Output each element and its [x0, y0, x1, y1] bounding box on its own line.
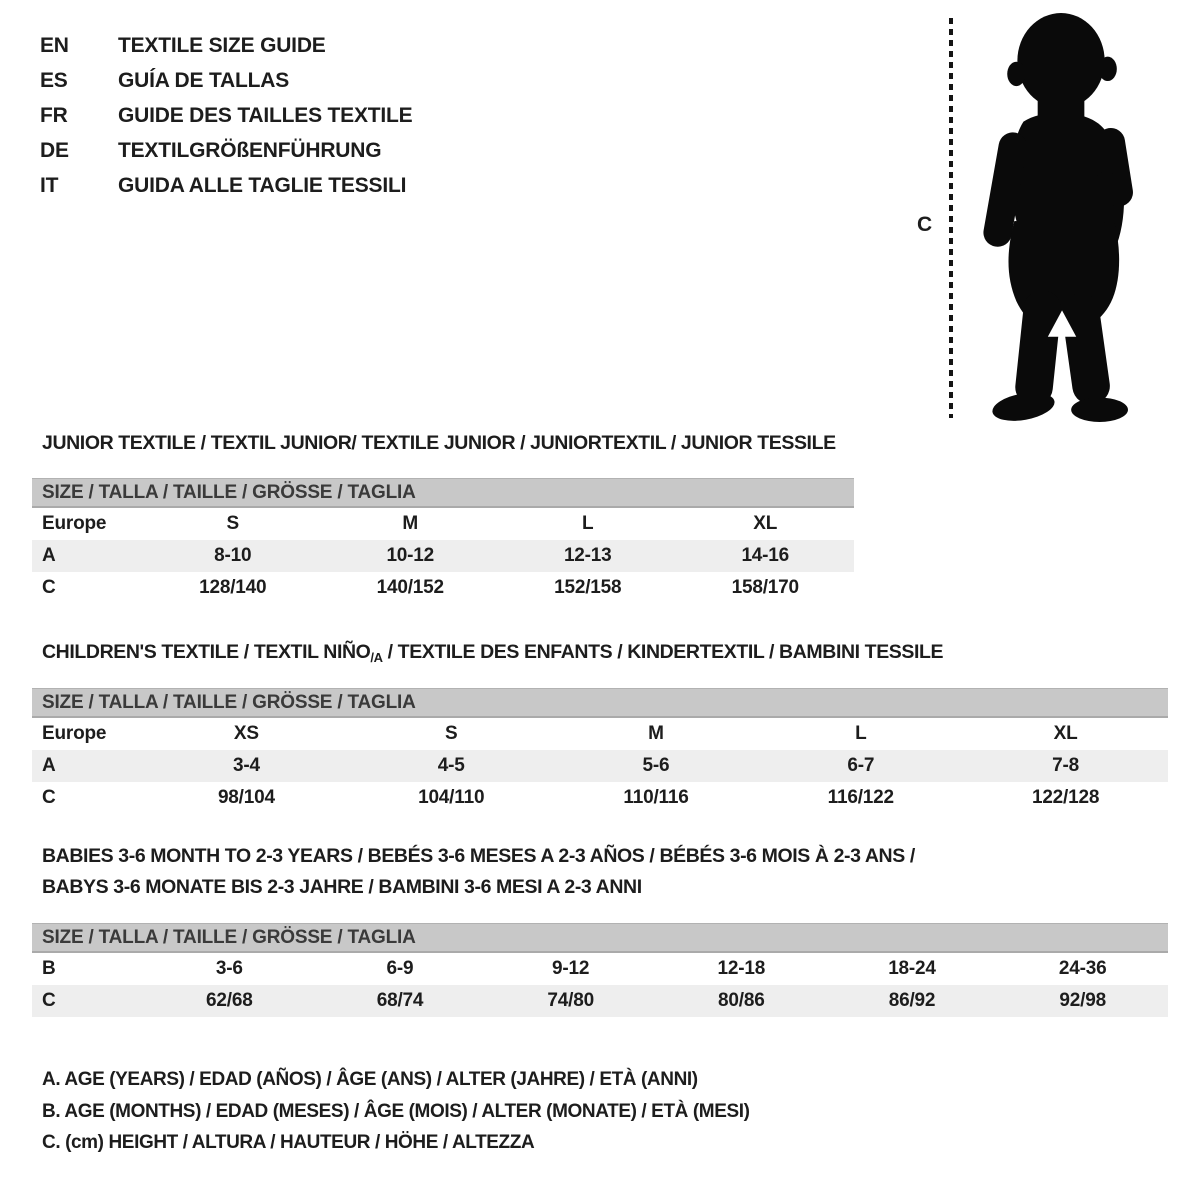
size-cell: M [648, 723, 664, 744]
children-title-sub: /A [370, 650, 383, 665]
age-cell: 12-13 [563, 545, 612, 566]
age-months-cell: 3-6 [215, 958, 243, 979]
height-cell: 86/92 [888, 990, 936, 1011]
height-cell: 74/80 [547, 990, 594, 1011]
row-label: A [42, 545, 56, 566]
height-cell: 140/152 [376, 577, 444, 598]
junior-row-europe [32, 508, 854, 540]
lang-code-es: ES [40, 69, 68, 92]
age-months-cell: 9-12 [552, 958, 590, 979]
junior-row-a [32, 540, 854, 572]
size-cell: S [226, 513, 239, 534]
junior-row-c [32, 572, 854, 604]
lang-row-es [40, 63, 412, 98]
babies-row-b [32, 953, 1168, 985]
size-cell: L [582, 513, 594, 534]
age-cell: 6-7 [847, 755, 875, 776]
height-cell: 80/86 [718, 990, 765, 1011]
height-measure-figure [905, 8, 1163, 428]
footnote-b: B. AGE (MONTHS) / EDAD (MESES) / ÂGE (MOIS) / ALTER (MONATE) / ETÀ (MESI) [42, 1100, 750, 1122]
footnote-a: A. AGE (YEARS) / EDAD (AÑOS) / ÂGE (ANS) / ALTER (JAHRE) / ETÀ (ANNI) [42, 1069, 698, 1090]
size-cell: XL [753, 513, 778, 534]
age-cell: 10-12 [386, 545, 435, 566]
row-label: C [42, 787, 56, 808]
lang-code-en: EN [40, 34, 69, 57]
age-cell: 7-8 [1052, 755, 1080, 776]
babies-section-title [42, 841, 915, 903]
age-cell: 4-5 [437, 755, 465, 776]
height-cell: 62/68 [206, 990, 253, 1011]
children-row-a [32, 750, 1168, 782]
lang-title-it: GUIDA ALLE TAGLIE TESSILI [118, 174, 407, 197]
babies-row-c [32, 985, 1168, 1017]
lang-title-de: TEXTILGRÖßENFÜHRUNG [118, 139, 382, 162]
children-title-part1: CHILDREN'S TEXTILE / TEXTIL NIÑO [42, 641, 371, 663]
toddler-silhouette-icon [965, 10, 1155, 426]
size-cell: M [402, 513, 419, 534]
row-label: Europe [42, 723, 107, 744]
height-cell: 152/158 [554, 577, 622, 598]
height-cell: 110/116 [623, 787, 689, 808]
measure-c-label: C [917, 213, 933, 236]
children-row-c [32, 782, 1168, 814]
lang-code-de: DE [40, 139, 69, 162]
children-title-part2: / TEXTILE DES ENFANTS / KINDERTEXTIL / BAMBINI TESSILE [382, 641, 944, 663]
row-label: C [42, 990, 56, 1011]
height-cell: 68/74 [376, 990, 424, 1011]
height-cell: 104/110 [418, 787, 485, 808]
lang-title-es: GUÍA DE TALLAS [118, 69, 290, 92]
row-label: Europe [42, 513, 107, 534]
age-cell: 3-4 [232, 755, 260, 776]
children-row-europe [32, 718, 1168, 750]
age-months-cell: 18-24 [888, 958, 936, 979]
lang-row-en [40, 28, 412, 63]
language-title-list [40, 28, 412, 203]
lang-title-en: TEXTILE SIZE GUIDE [118, 34, 326, 57]
lang-title-fr: GUIDE DES TAILLES TEXTILE [118, 104, 413, 127]
lang-row-de [40, 133, 412, 168]
lang-code-it: IT [40, 174, 59, 197]
children-size-header: SIZE / TALLA / TAILLE / GRÖSSE / TAGLIA [32, 688, 1168, 718]
row-label: C [42, 577, 56, 598]
legend-footnotes [42, 1064, 750, 1159]
babies-title-line2: BABYS 3-6 MONATE BIS 2-3 JAHRE / BAMBINI 3-6 MESI A 2-3 ANNI [42, 876, 642, 898]
height-cell: 116/122 [827, 787, 894, 808]
age-months-cell: 6-9 [386, 958, 414, 979]
lang-row-it [40, 168, 412, 203]
children-size-table [32, 688, 1168, 814]
babies-size-header: SIZE / TALLA / TAILLE / GRÖSSE / TAGLIA [32, 923, 1168, 953]
height-cell: 92/98 [1059, 990, 1106, 1011]
size-cell: XS [233, 723, 259, 744]
height-cell: 98/104 [217, 787, 275, 808]
height-cell: 122/128 [1031, 787, 1100, 808]
size-cell: XL [1053, 723, 1078, 744]
height-dashed-line [949, 18, 953, 418]
height-cell: 128/140 [199, 577, 267, 598]
size-cell: L [855, 723, 867, 744]
junior-size-header: SIZE / TALLA / TAILLE / GRÖSSE / TAGLIA [32, 478, 854, 508]
height-cell: 158/170 [731, 577, 799, 598]
children-section-title [42, 641, 943, 664]
junior-size-table [32, 478, 854, 604]
age-cell: 8-10 [214, 545, 252, 566]
babies-title-line1: BABIES 3-6 MONTH TO 2-3 YEARS / BEBÉS 3-6 MESES A 2-3 AÑOS / BÉBÉS 3-6 MOIS À 2-3 ANS / [42, 845, 915, 867]
age-cell: 14-16 [741, 545, 790, 566]
age-months-cell: 24-36 [1058, 958, 1107, 979]
footnote-c: C. (cm) HEIGHT / ALTURA / HAUTEUR / HÖHE / ALTEZZA [42, 1132, 535, 1153]
size-cell: S [444, 723, 458, 744]
age-months-cell: 12-18 [717, 958, 766, 979]
lang-code-fr: FR [40, 104, 68, 127]
lang-row-fr [40, 98, 412, 133]
row-label: A [42, 755, 56, 776]
row-label: B [42, 958, 56, 979]
junior-section-title: JUNIOR TEXTILE / TEXTIL JUNIOR/ TEXTILE JUNIOR / JUNIORTEXTIL / JUNIOR TESSILE [42, 432, 836, 454]
babies-size-table [32, 923, 1168, 1017]
age-cell: 5-6 [642, 755, 670, 776]
